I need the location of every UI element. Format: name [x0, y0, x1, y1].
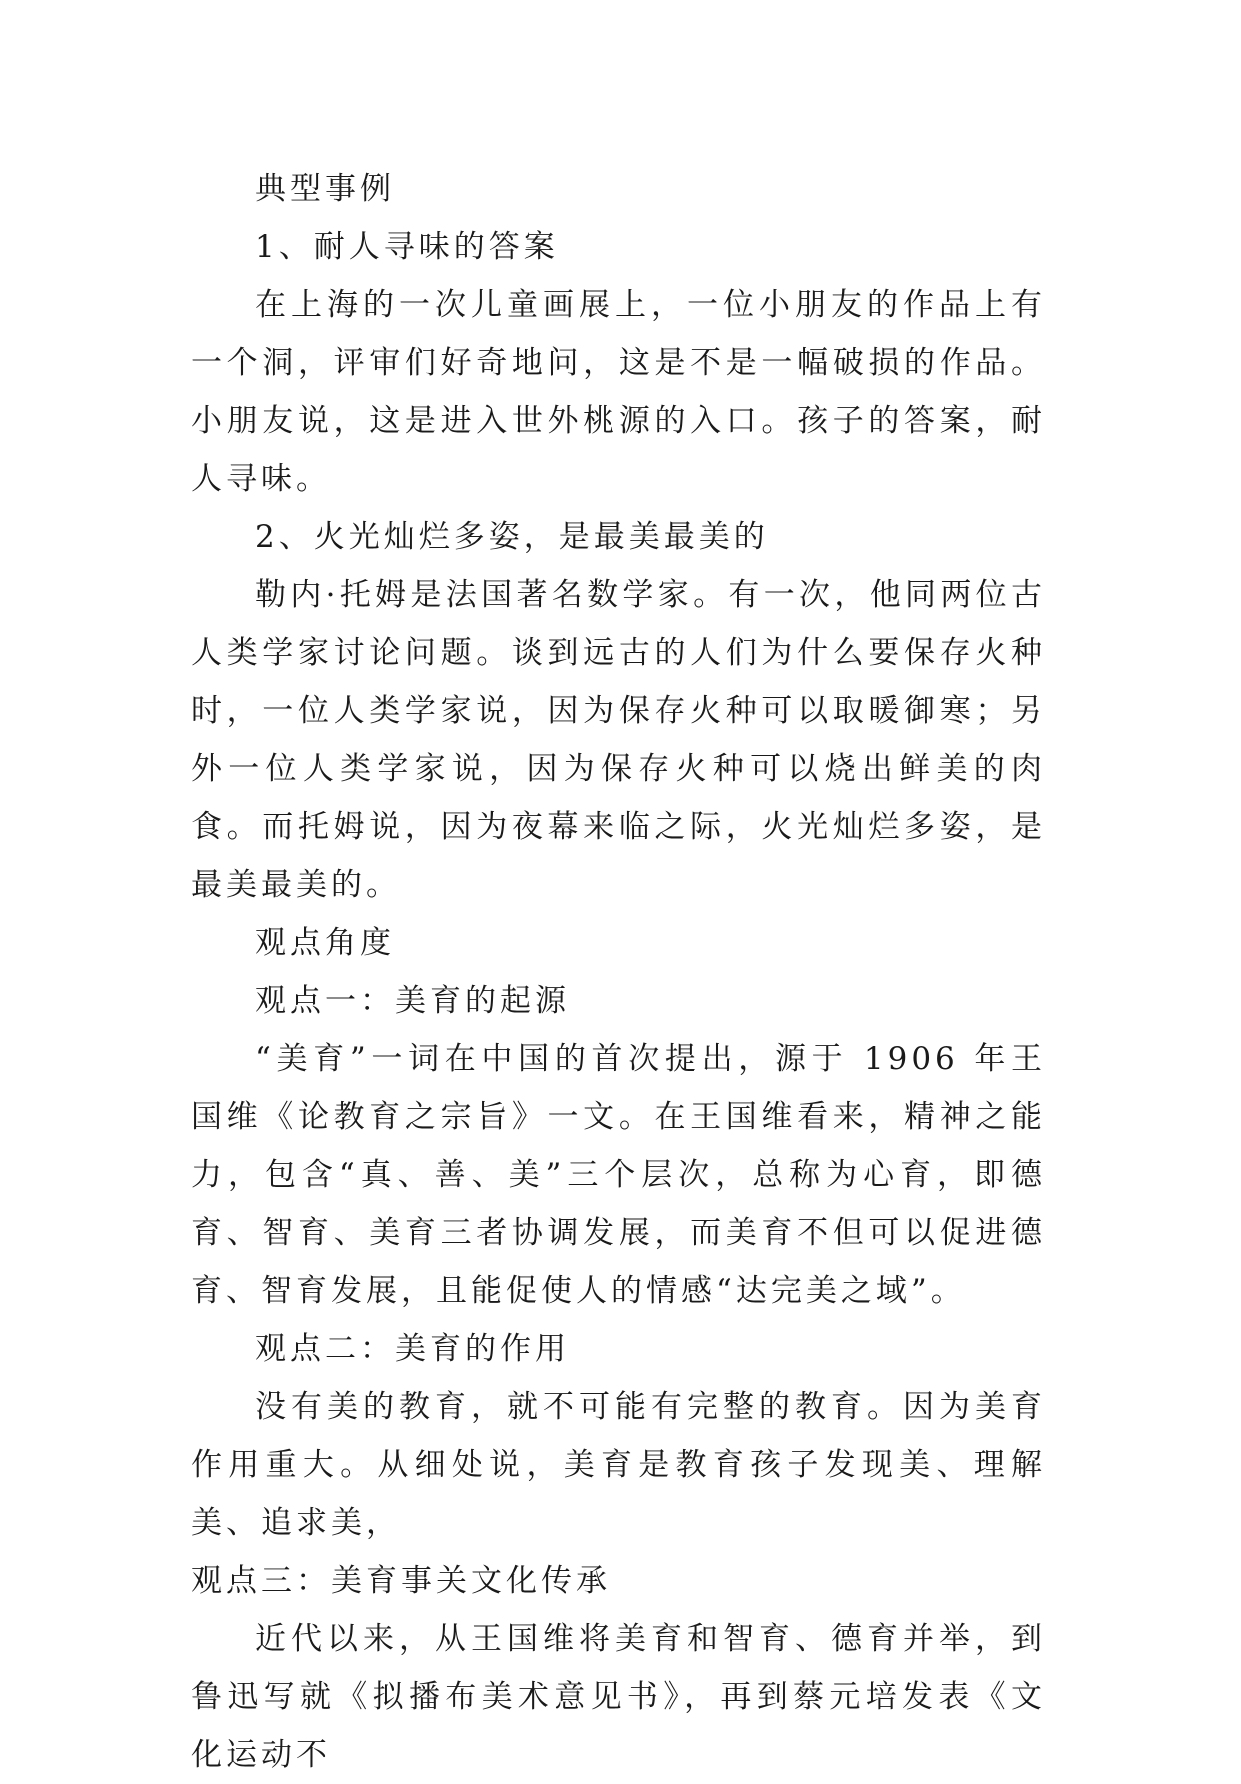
viewpoint-3-title: 观点三：美育事关文化传承: [191, 1563, 611, 1599]
example-2-body: 勒内·托姆是法国著名数学家。有一次，他同两位古人类学家讨论问题。谈到远古的人们为什么要保存火种时，一位人类学家说，因为保存火种可以取暖御寒；另外一位人类学家说，因为保存火种可以烧出鲜美的肉食。而托姆说，因为夜幕来临之际，火光灿烂多姿，是最美最美的。: [191, 577, 1046, 903]
heading-viewpoints: 观点角度: [255, 925, 395, 961]
viewpoint-2-title: 观点二：美育的作用: [255, 1331, 570, 1367]
viewpoint-1-body: “美育”一词在中国的首次提出，源于 1906 年王国维《论教育之宗旨》一文。在王国维看来，精神之能力，包含“真、善、美”三个层次，总称为心育，即德育、智育、美育三者协调发展，而美育不但可以促进德育、智育发展，且能促使人的情感“达完美之域”。: [191, 1041, 1046, 1309]
example-1-body: 在上海的一次儿童画展上，一位小朋友的作品上有一个洞，评审们好奇地问，这是不是一幅破损的作品。小朋友说，这是进入世外桃源的入口。孩子的答案，耐人寻味。: [191, 287, 1046, 497]
viewpoint-1-title: 观点一：美育的起源: [255, 983, 570, 1019]
viewpoint-3-body: 近代以来，从王国维将美育和智育、德育并举，到鲁迅写就《拟播布美术意见书》，再到蔡元培发表《文化运动不: [191, 1621, 1046, 1773]
viewpoint-2-body: 没有美的教育，就不可能有完整的教育。因为美育作用重大。从细处说，美育是教育孩子发现美、理解美、追求美，: [191, 1389, 1046, 1541]
heading-typical-examples: 典型事例: [255, 171, 395, 207]
example-2-title: 2、火光灿烂多姿，是最美最美的: [255, 519, 769, 555]
example-1-title: 1、耐人寻味的答案: [255, 229, 559, 265]
document-body: [191, 160, 1046, 1784]
